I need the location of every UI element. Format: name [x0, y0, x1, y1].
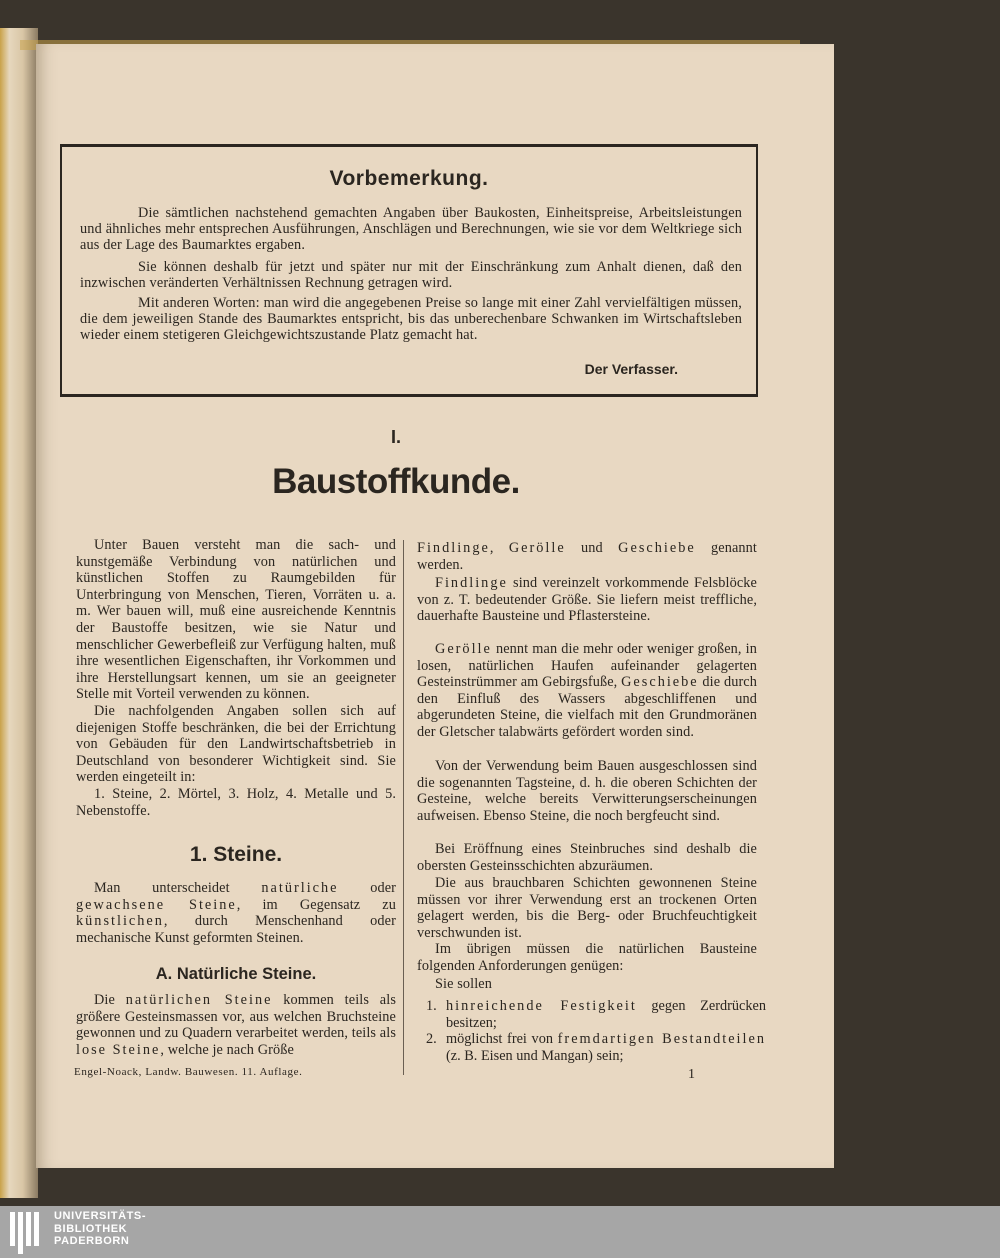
section-title: 1. Steine. [189, 843, 283, 866]
footer-signature: Engel-Noack, Landw. Bauwesen. 11. Auflage. [74, 1066, 303, 1078]
list-item: 2. möglichst frei von fremdartigen Bestandteilen (z. B. Eisen und Mangan) sein; [426, 1031, 766, 1064]
right-paragraph: Sie sollen [435, 976, 492, 992]
requirements-list [426, 998, 766, 1064]
library-logo-bar [0, 1206, 1000, 1258]
steine-paragraph: Man unterscheidet natürliche oder gewachsene Steine, im Gegensatz zu künstlichen, durch Menschenhand oder mechanische Kunst geformten Steinen. [76, 880, 396, 946]
intro-paragraph: Die nachfolgenden Angaben sollen sich auf diejenigen Stoffe beschränken, die bei der Errichtung von Gebäuden für den Landwirtschaftsbetrieb in Deutschland von besonderer Wichtigkeit sind. Sie werden eingeteilt in: [76, 703, 396, 786]
preface-paragraph: Sie können deshalb für jetzt und später nur mit der Einschränkung zum Anhalt dienen, daß den inzwischen veränderten Verhältnissen Rechnung getragen wird. [80, 259, 742, 291]
preface-paragraph: Mit anderen Worten: man wird die angegebenen Preise so lange mit einer Zahl vervielfältigen müssen, die dem jeweiligen Stande des Baumarktes entspricht, bis das unberechenbare Schwanken im Wirtschaftsleben wieder einem stetigeren Gleichgewichtszustande Platz gemacht hat. [80, 295, 742, 343]
chapter-title: Baustoffkunde. [272, 462, 520, 501]
library-logo-icon [8, 1210, 48, 1254]
right-paragraph: Im übrigen müssen die natürlichen Bausteine folgenden Anforderungen genügen: [417, 941, 757, 974]
book-page [36, 44, 834, 1168]
library-logo-text: UNIVERSITÄTS- BIBLIOTHEK PADERBORN [54, 1210, 147, 1247]
list-item: 1. hinreichende Festigkeit gegen Zerdrücken besitzen; [426, 998, 767, 1031]
preface-title: Vorbemerkung. [329, 167, 489, 190]
right-paragraph: Von der Verwendung beim Bauen ausgeschlossen sind die sogenannten Tagsteine, d. h. die oberen Schichten der Gesteine, welche bereits Verwitterungserscheinungen aufweisen. Ebenso Steine, die noch bergfeucht sind. [417, 758, 757, 824]
page-number: 1 [688, 1067, 695, 1082]
subsection-title: A. Natürliche Steine. [155, 965, 317, 983]
intro-paragraph: Unter Bauen versteht man die sach- und kunstgemäße Verbindung von natürlichen und künstlichen Stoffen zu Raumgebilden für Unterbringung von Menschen, Tieren, Vorräten u. a. m. Wer bauen will, muß eine ausreichende Kenntnis der Baustoffe besitzen, wie sie Natur und menschlicher Gewerbefleiß zur Verfügung halten, muß ihre wesentlichen Eigenschaften, ihr Vorkommen und ihre Herstellungsart kennen, um sie an geeigneter Stelle mit Vorteil verwenden zu können. [76, 537, 396, 703]
preface-author: Der Verfasser. [584, 361, 678, 377]
right-paragraph: Die aus brauchbaren Schichten gewonnenen Steine müssen vor ihrer Verwendung erst an trockenen Orten gelagert werden, bis die Berg- oder Bruchfeuchtigkeit verschwunden ist. [417, 875, 757, 941]
book-edge-left [0, 28, 38, 1198]
preface-box [60, 144, 758, 397]
right-paragraph: Gerölle nennt man die mehr oder weniger großen, in losen, natürlichen Haufen aufeinander gelagerten Gesteinstrümmer am Gebirgsfuße, Geschiebe die durch den Einfluß des Wassers abgeschliffenen und abgerundeten Steine, die vielfach mit den Grundmoränen der Gletscher talabwärts gefördert worden sind. [417, 641, 757, 740]
right-paragraph: Findlinge sind vereinzelt vorkommende Felsblöcke von z. T. bedeutender Größe. Sie liefern meist treffliche, dauerhafte Bausteine und Pflastersteine. [417, 575, 757, 625]
column-divider [403, 540, 404, 1075]
natural-stones-paragraph: Die natürlichen Steine kommen teils als größere Gesteinsmassen vor, aus welchen Bruchsteine gewonnen und zu Quadern verarbeitet werden, teils als lose Steine, welche je nach Größe [76, 992, 396, 1058]
chapter-number: I. [390, 427, 401, 447]
right-paragraph: Bei Eröffnung eines Steinbruches sind deshalb die obersten Gesteinsschichten abzuräumen. [417, 841, 757, 874]
preface-paragraph: Die sämtlichen nachstehend gemachten Angaben über Baukosten, Einheitspreise, Arbeitsleistungen und ähnliches mehr entsprechen Ausführungen, Anschlägen und Berechnungen, wie sie vor dem Weltkriege sich aus der Lage des Baumarktes ergaben. [80, 205, 742, 253]
right-paragraph: Findlinge, Gerölle und Geschiebe genannt werden. [417, 540, 758, 573]
intro-paragraph: 1. Steine, 2. Mörtel, 3. Holz, 4. Metalle und 5. Nebenstoffe. [76, 786, 396, 819]
